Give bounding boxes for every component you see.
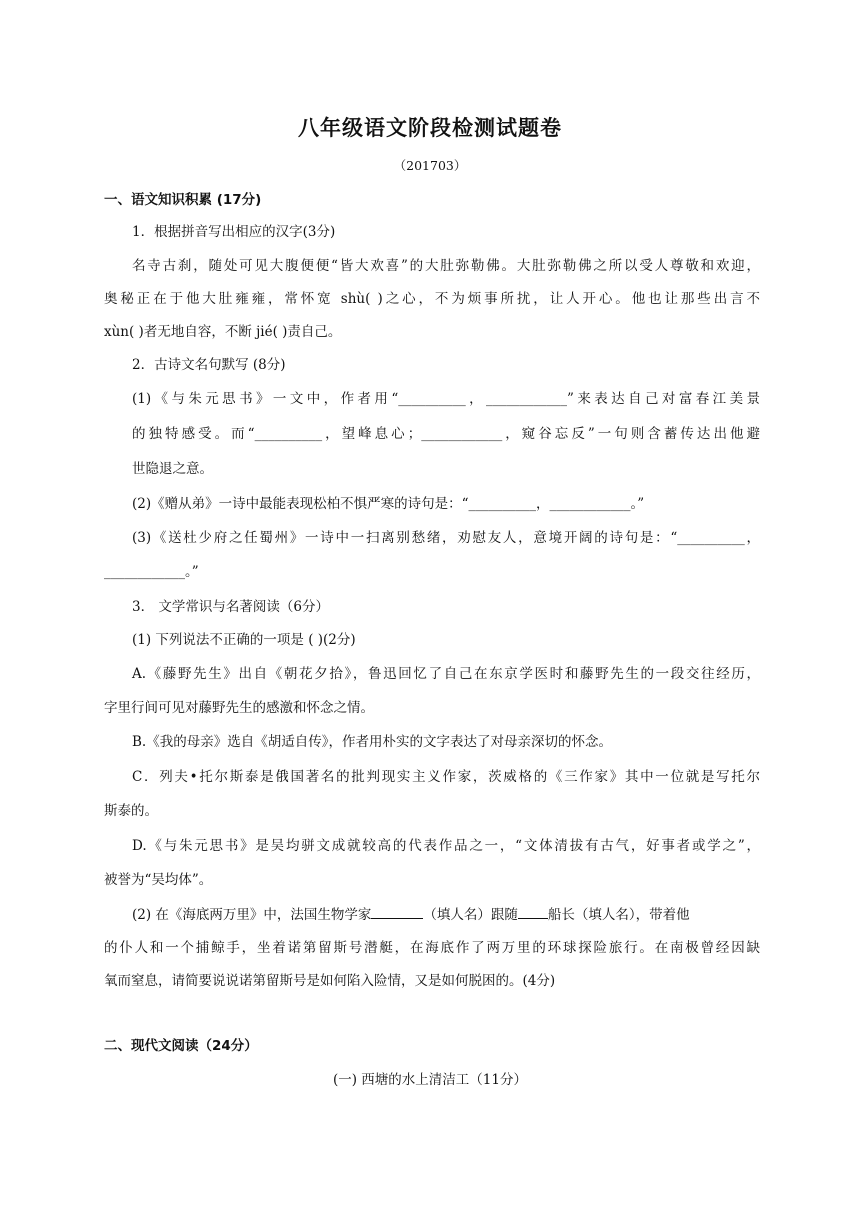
question-2-title: 2．古诗文名句默写 (8分) — [132, 357, 286, 373]
question-2-1-line-3: 世隐退之意。 — [132, 461, 213, 477]
section-1-heading: 一、语文知识积累 (17分) — [104, 192, 262, 208]
question-1-title: 1．根据拼音写出相应的汉字(3分) — [132, 224, 336, 240]
question-2-1-line-2: 的独特感受。而“__________，望峰息心；____________，窥谷忘反”一句则含蓄传达出他避 — [132, 426, 760, 442]
answer-blank-biologist[interactable] — [371, 904, 423, 919]
question-1-text-line-2: 奥秘正在于他大肚雍雍，常怀宽 shù( )之心，不为烦事所扰，让人开心。他也让那些出言不 — [104, 291, 760, 307]
question-3-1: (1) 下列说法不正确的一项是 ( )(2分) — [132, 632, 356, 648]
question-3-2-line-2: 的仆人和一个捕鲸手，坐着诺第留斯号潜艇，在海底作了两万里的环球探险旅行。在南极曾经因缺 — [104, 940, 760, 956]
option-a-line-2: 字里行间可见对藤野先生的感激和怀念之情。 — [104, 700, 374, 716]
option-c-line-1: C．列夫•托尔斯泰是俄国著名的批判现实主义作家，茨威格的《三作家》其中一位就是写托尔 — [132, 769, 760, 785]
question-3-title: 3． 文学常识与名著阅读（6分） — [132, 599, 329, 615]
answer-blank-captain[interactable] — [518, 904, 548, 919]
exam-date: （201703） — [393, 158, 467, 173]
question-2-2: (2)《赠从弟》一诗中最能表现松柏不惧严寒的诗句是：“__________，____________。” — [132, 496, 645, 512]
option-d-line-2: 被誉为“吴均体”。 — [104, 872, 213, 888]
option-d-line-1: D.《与朱元思书》是吴均骈文成就较高的代表作品之一，“文体清拔有古气，好事者或学之”， — [132, 838, 760, 854]
question-3-2-line-3: 氧而窒息，请简要说说诺第留斯号是如何陷入险情，又是如何脱困的。(4分) — [104, 973, 556, 989]
question-2-3-line-1: (3)《送杜少府之任蜀州》一诗中一扫离别愁绪，劝慰友人，意境开阔的诗句是：“__________， — [132, 530, 760, 546]
question-3-2-suffix: 船长（填人名），带着他 — [547, 907, 690, 923]
option-c-line-2: 斯泰的。 — [104, 803, 158, 819]
question-3-2-prefix: (2) 在《海底两万里》中，法国生物学家 — [132, 907, 372, 923]
page-title: 八年级语文阶段检测试题卷 — [298, 116, 562, 140]
option-b: B.《我的母亲》选自《胡适自传》，作者用朴实的文字表达了对母亲深切的怀念。 — [132, 734, 612, 750]
question-3-2-line-1 — [132, 904, 690, 925]
question-2-1-line-1: (1)《与朱元思书》一文中，作者用“__________，____________”来表达自己对富春江美景 — [132, 391, 760, 407]
question-1-text-line-1: 名寺古刹，随处可见大腹便便“皆大欢喜”的大肚弥勒佛。大肚弥勒佛之所以受人尊敬和欢迎， — [132, 258, 760, 274]
option-a-line-1: A.《藤野先生》出自《朝花夕拾》，鲁迅回忆了自己在东京学医时和藤野先生的一段交往经历， — [132, 666, 760, 682]
reading-passage-1-title: (一) 西塘的水上清洁工（11分） — [332, 1072, 527, 1088]
question-2-3-line-2: ____________。” — [104, 564, 199, 580]
question-1-text-line-3: xùn( )者无地自容，不断 jié( )责自己。 — [104, 324, 342, 340]
question-3-2-middle: （填人名）跟随 — [423, 907, 518, 923]
section-2-heading: 二、现代文阅读（24分） — [104, 1038, 258, 1054]
